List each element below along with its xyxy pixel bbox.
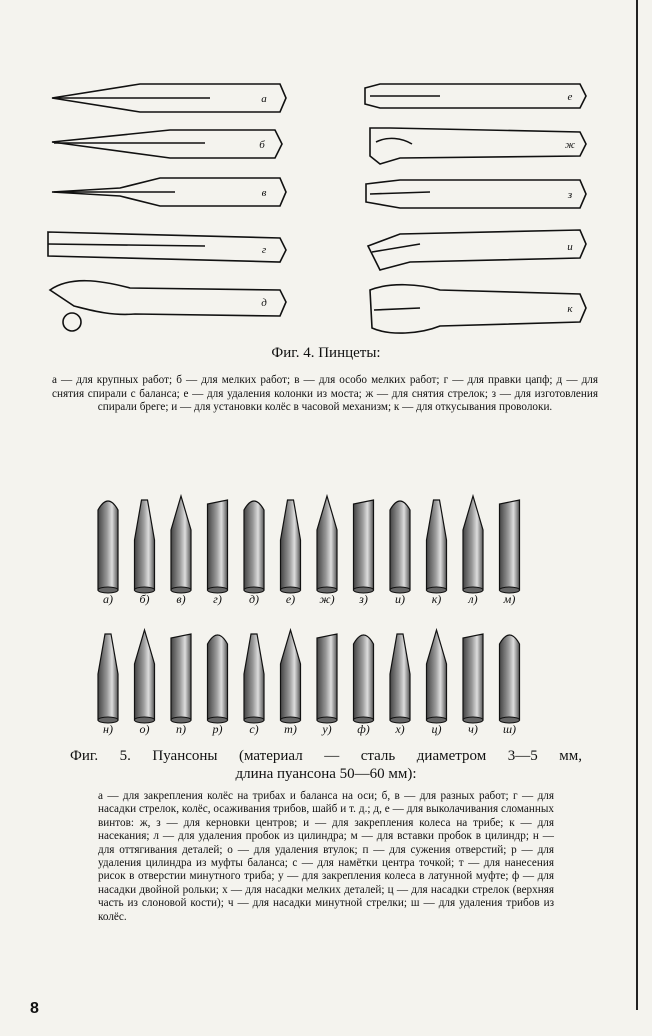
fig4-legend: а — для крупных работ; б — для мелких работ; в — для особо мелких работ; г — для правки цапф; д — для снятия спирали с баланса; е — для удаления колонки из моста; ж — для снятия стрелок; з — для изготовления спирали бреге; и — для установки колёс в часовой механизм; к — для откусывания проволоки. xyxy=(52,374,598,414)
punch-r2-label-5: с) xyxy=(249,722,259,736)
tweezer-label-zh: ж xyxy=(564,139,576,151)
punch-r1-label-8: з) xyxy=(359,592,368,606)
tweezer-g xyxy=(48,232,286,262)
tweezer-b xyxy=(52,130,282,158)
punch-r1-label-10: к) xyxy=(431,592,442,606)
punch-r2-label-8: ф) xyxy=(357,722,370,736)
tweezer-a xyxy=(52,84,286,112)
punch-row-2 xyxy=(98,630,520,723)
punch-r2-label-11: ч) xyxy=(468,722,478,736)
tweezer-label-v: в xyxy=(261,187,267,199)
punch-r1-body-7 xyxy=(317,496,337,590)
punches-figure xyxy=(90,492,560,742)
punch-r2-body-3 xyxy=(171,634,191,720)
punch-r1-label-12: м) xyxy=(503,592,516,606)
punch-r1-label-2: б) xyxy=(139,592,150,606)
tweezer-d xyxy=(50,281,286,331)
tweezer-k xyxy=(370,285,586,333)
punch-r2-body-6 xyxy=(281,630,301,720)
punch-r1-label-1: а) xyxy=(103,592,113,606)
punch-r2-body-10 xyxy=(427,630,447,720)
tweezer-v xyxy=(52,178,286,206)
punch-r2-label-7: у) xyxy=(322,722,332,736)
punch-r1-body-12 xyxy=(500,500,520,590)
fig5-caption-line2: длина пуансона 50—60 мм): xyxy=(235,766,417,782)
punch-r2-label-10: ц) xyxy=(431,722,442,736)
punch-r2-body-4 xyxy=(208,635,228,720)
punch-r2-body-9 xyxy=(390,634,410,720)
fig5-caption-line1: Фиг. 5. Пуансоны (материал — сталь диаметром 3—5 мм, xyxy=(70,748,582,764)
punch-r1-body-3 xyxy=(171,496,191,590)
tweezer-e xyxy=(365,84,586,108)
tweezer-label-i: и xyxy=(567,241,573,253)
tweezer-label-g: г xyxy=(261,244,267,256)
punch-r2-label-3: п) xyxy=(176,722,186,736)
punch-r1-label-7: ж) xyxy=(319,592,335,606)
punch-r2-body-12 xyxy=(500,635,520,720)
punch-r1-body-10 xyxy=(427,500,447,590)
punch-row-1 xyxy=(98,496,520,593)
punch-r1-body-5 xyxy=(244,501,264,590)
punch-r1-label-9: и) xyxy=(395,592,405,606)
punch-r2-body-8 xyxy=(354,635,374,720)
punch-r1-body-8 xyxy=(354,500,374,590)
punch-r2-label-12: ш) xyxy=(502,722,517,736)
punch-r2-body-2 xyxy=(135,630,155,720)
punch-r1-body-4 xyxy=(208,500,228,590)
tweezer-label-b: б xyxy=(259,139,265,151)
punch-r2-body-5 xyxy=(244,634,264,720)
tweezer-label-a: а xyxy=(261,93,267,105)
punch-r1-label-11: л) xyxy=(468,592,478,606)
punch-r1-label-5: д) xyxy=(248,592,260,606)
tweezers-figure xyxy=(40,70,610,350)
punch-r1-body-2 xyxy=(135,500,155,590)
punch-r1-body-11 xyxy=(463,496,483,590)
fig4-caption: Фиг. 4. Пинцеты: xyxy=(271,345,381,361)
punch-r2-label-6: т) xyxy=(284,722,297,736)
punch-r1-body-1 xyxy=(98,501,118,590)
punch-r2-body-11 xyxy=(463,634,483,720)
punch-r2-body-1 xyxy=(98,634,118,720)
punch-r2-label-4: р) xyxy=(212,722,223,736)
punch-r2-label-2: о) xyxy=(139,722,150,736)
punch-r2-label-1: н) xyxy=(103,722,113,736)
tweezer-label-e: е xyxy=(567,91,573,103)
tweezer-label-z: з xyxy=(567,189,573,201)
tweezer-zh xyxy=(370,128,586,164)
tweezer-label-k: к xyxy=(567,303,573,315)
punch-r2-body-7 xyxy=(317,634,337,720)
page-number: 8 xyxy=(30,1000,39,1017)
punch-r1-label-3: в) xyxy=(176,592,186,606)
punch-r1-body-6 xyxy=(281,500,301,590)
punch-r2-label-9: х) xyxy=(395,722,405,736)
tweezer-z xyxy=(366,180,586,208)
tweezer-i xyxy=(368,230,586,270)
fig5-legend: а — для закрепления колёс на трибах и баланса на оси; б, в — для разных работ; г — для насадки стрелок, колёс, осаживания трибов, шайб и т. д.; д, е — для выколачивания сломанных винтов: ж, з — для керновки центров; и — для закрепления колеса на трибе; к — для насекания; л — для удаления пробок из цилиндра; м — для вставки пробок в цилиндр; н — для оттягивания деталей; о — для удаления втулок; п — для сужения отверстий; р — для удаления цилиндра из муфты баланса; с — для намётки центра точкой; т — для нанесения рисок в отверстии минутного триба; у — для закрепления колеса в латунной муфте; ф — для насадки двойной рольки; х — для насадки мелких деталей; ц — для насадки стрелок (верхняя часть из слоновой кости); ч — для насадки минутной стрелки; ш — для удаления трибов из колёс. xyxy=(98,790,554,923)
punch-r1-label-4: г) xyxy=(213,592,222,606)
page-edge-line xyxy=(636,0,638,1010)
tweezer-label-d: д xyxy=(261,297,267,309)
punch-r1-body-9 xyxy=(390,501,410,590)
punch-r1-label-6: е) xyxy=(285,592,296,606)
